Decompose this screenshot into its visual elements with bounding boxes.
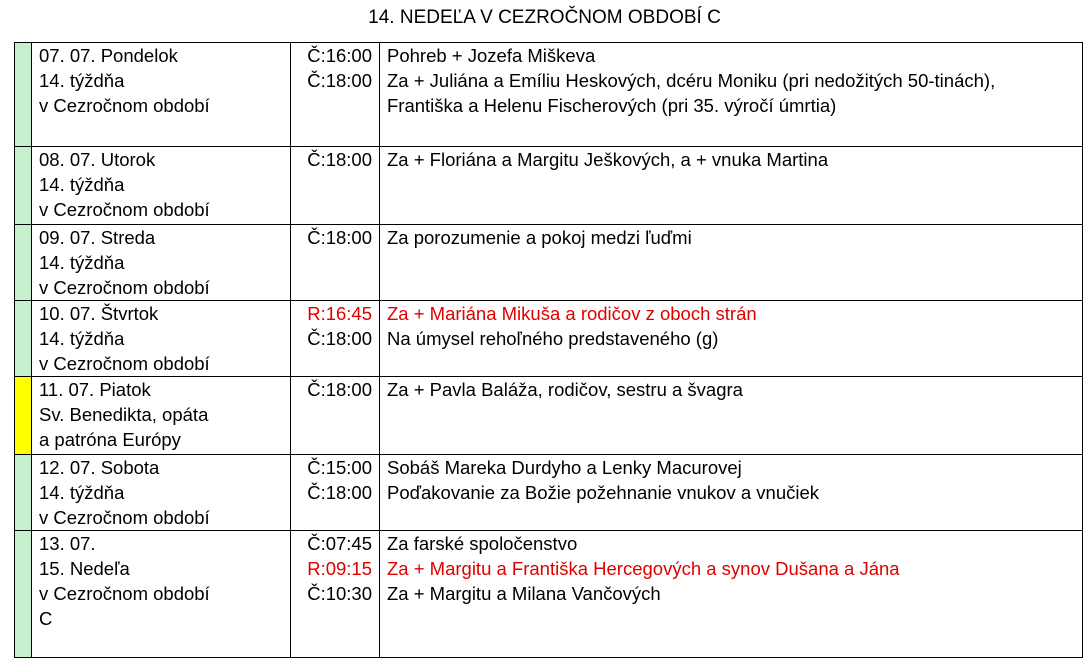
time-cell: Č:16:00 Č:18:00 [291, 43, 380, 147]
color-marker [15, 301, 32, 377]
table-row [15, 455, 1083, 531]
intention-cell: Za + Floriána a Margitu Ješkových, a + vnuka Martina [380, 147, 1083, 225]
intention-cell: Sobáš Mareka Durdyho a Lenky Macurovej Poďakovanie za Božie požehnanie vnukov a vnučiek [380, 455, 1083, 531]
intention-cell: Pohreb + Jozefa Miškeva Za + Juliána a Emíliu Heskových, dcéru Moniku (pri nedožitých 50-tinách), Františka a Helenu Fischerových (pri 35. výročí úmrtia) [380, 43, 1083, 147]
color-marker [15, 225, 32, 301]
color-marker [15, 377, 32, 455]
time-cell: Č:18:00 [291, 225, 380, 301]
mass-schedule-table [14, 42, 1083, 658]
time-cell: Č:18:00 [291, 377, 380, 455]
day-cell: 13. 07. 15. Nedeľa v Cezročnom období C [32, 531, 291, 658]
color-marker [15, 455, 32, 531]
table-row [15, 147, 1083, 225]
time-cell: Č:07:45 R:09:15 Č:10:30 [291, 531, 380, 658]
time-cell: Č:15:00 Č:18:00 [291, 455, 380, 531]
table-row [15, 43, 1083, 147]
intention-cell: Za + Pavla Baláža, rodičov, sestru a švagra [380, 377, 1083, 455]
day-cell: 11. 07. Piatok Sv. Benedikta, opáta a patróna Európy [32, 377, 291, 455]
page-title: 14. NEDEĽA V CEZROČNOM OBDOBÍ C [368, 7, 721, 28]
table-row [15, 301, 1083, 377]
intention-cell: Za farské spoločenstvo Za + Margitu a Františka Hercegových a synov Dušana a Jána Za + Margitu a Milana Vančových [380, 531, 1083, 658]
table-row [15, 377, 1083, 455]
day-cell: 07. 07. Pondelok 14. týždňa v Cezročnom období [32, 43, 291, 147]
color-marker [15, 531, 32, 658]
day-cell: 09. 07. Streda 14. týždňa v Cezročnom období [32, 225, 291, 301]
table-row [15, 531, 1083, 658]
time-cell: Č:18:00 [291, 147, 380, 225]
table-row [15, 225, 1083, 301]
day-cell: 12. 07. Sobota 14. týždňa v Cezročnom období [32, 455, 291, 531]
color-marker [15, 147, 32, 225]
color-marker [15, 43, 32, 147]
time-cell: R:16:45 Č:18:00 [291, 301, 380, 377]
day-cell: 08. 07. Utorok 14. týždňa v Cezročnom období [32, 147, 291, 225]
intention-cell: Za + Mariána Mikuša a rodičov z oboch strán Na úmysel rehoľného predstaveného (g) [380, 301, 1083, 377]
intention-cell: Za porozumenie a pokoj medzi ľuďmi [380, 225, 1083, 301]
day-cell: 10. 07. Štvrtok 14. týždňa v Cezročnom období [32, 301, 291, 377]
